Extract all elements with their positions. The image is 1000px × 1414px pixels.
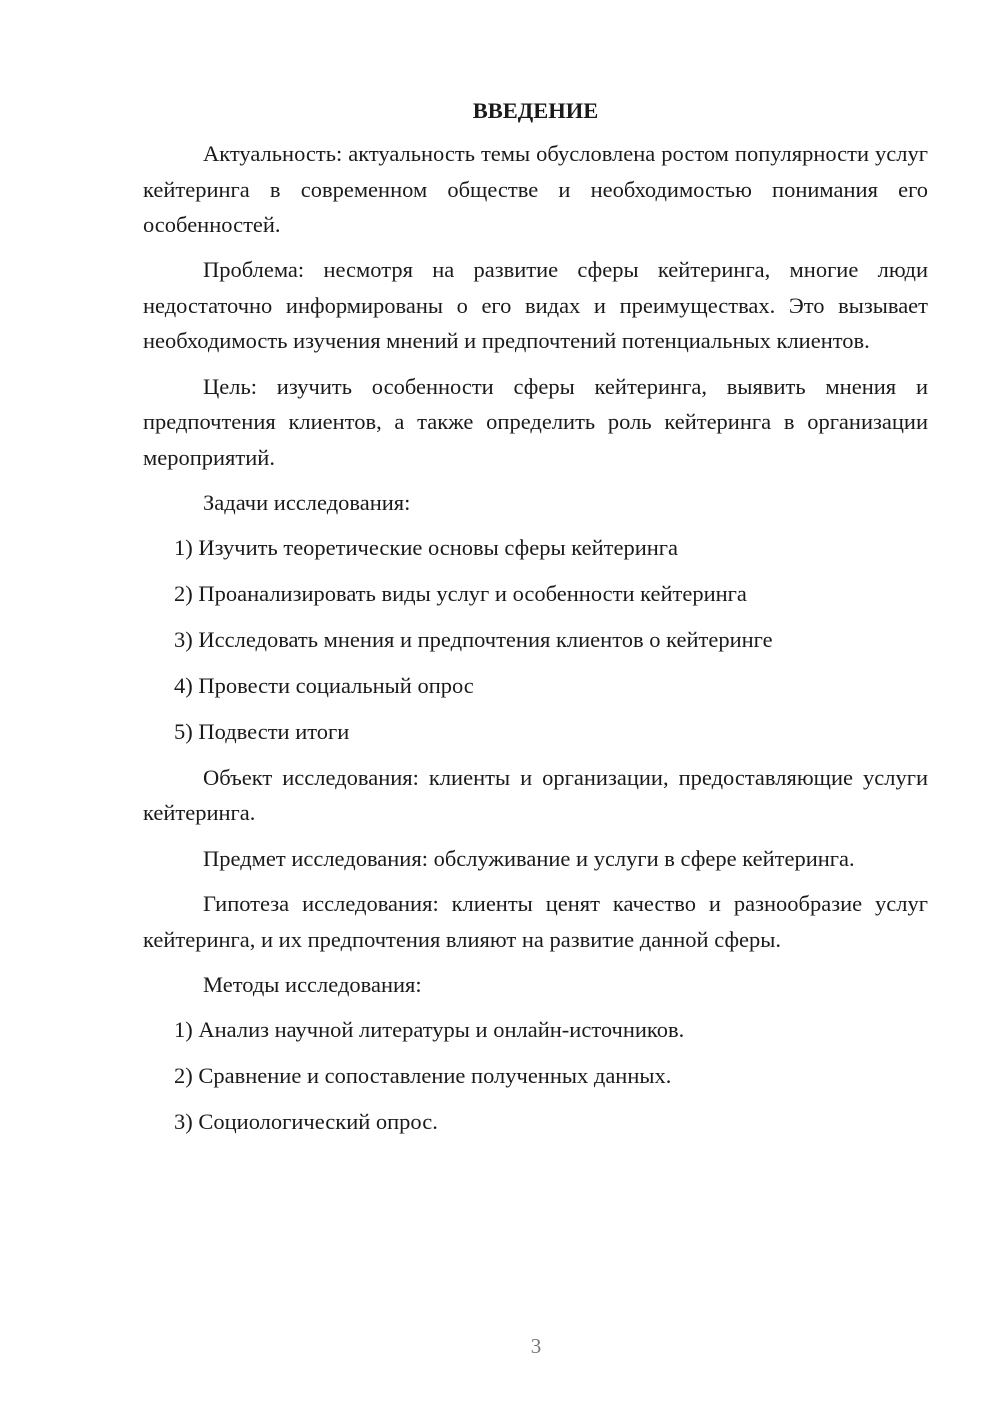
- method-item: 2) Сравнение и сопоставление полученных данных.: [174, 1063, 672, 1089]
- task-item: 3) Исследовать мнения и предпочтения клиентов о кейтеринге: [174, 627, 773, 653]
- task-item: 1) Изучить теоретические основы сферы кейтеринга: [174, 535, 679, 561]
- object-paragraph: Объект исследования: клиенты и организации, предоставляющие услуги кейтеринга.: [143, 764, 928, 826]
- subject-paragraph: Предмет исследования: обслуживание и услуги в сфере кейтеринга.: [203, 845, 855, 871]
- task-item: 4) Провести социальный опрос: [174, 673, 474, 699]
- hypothesis-paragraph: Гипотеза исследования: клиенты ценят качество и разнообразие услуг кейтеринга, и их предпочтения влияют на развитие данной сферы.: [143, 891, 928, 952]
- method-item: 3) Социологический опрос.: [174, 1109, 438, 1135]
- relevance-paragraph: Актуальность: актуальность темы обусловлена ростом популярности услуг кейтеринга в современном обществе и необходимостью понимания его особенностей.: [143, 141, 928, 238]
- task-item: 2) Проанализировать виды услуг и особенности кейтеринга: [174, 581, 747, 607]
- tasks-label: Задачи исследования:: [203, 489, 411, 515]
- document-page: [143, 96, 928, 1150]
- page-number: 3: [530, 1334, 542, 1358]
- page-title: ВВЕДЕНИЕ: [472, 98, 599, 123]
- problem-paragraph: Проблема: несмотря на развитие сферы кейтеринга, многие люди недостаточно информированы о его видах и преимуществах. Это вызывает необходимость изучения мнений и предпочтений потенциальных клиентов.: [143, 257, 928, 354]
- goal-paragraph: Цель: изучить особенности сферы кейтеринга, выявить мнения и предпочтения клиентов, а также определить роль кейтеринга в организации мероприятий.: [143, 373, 928, 470]
- method-item: 1) Анализ научной литературы и онлайн-источников.: [174, 1017, 685, 1043]
- methods-label: Методы исследования:: [203, 971, 422, 997]
- task-item: 5) Подвести итоги: [174, 719, 350, 744]
